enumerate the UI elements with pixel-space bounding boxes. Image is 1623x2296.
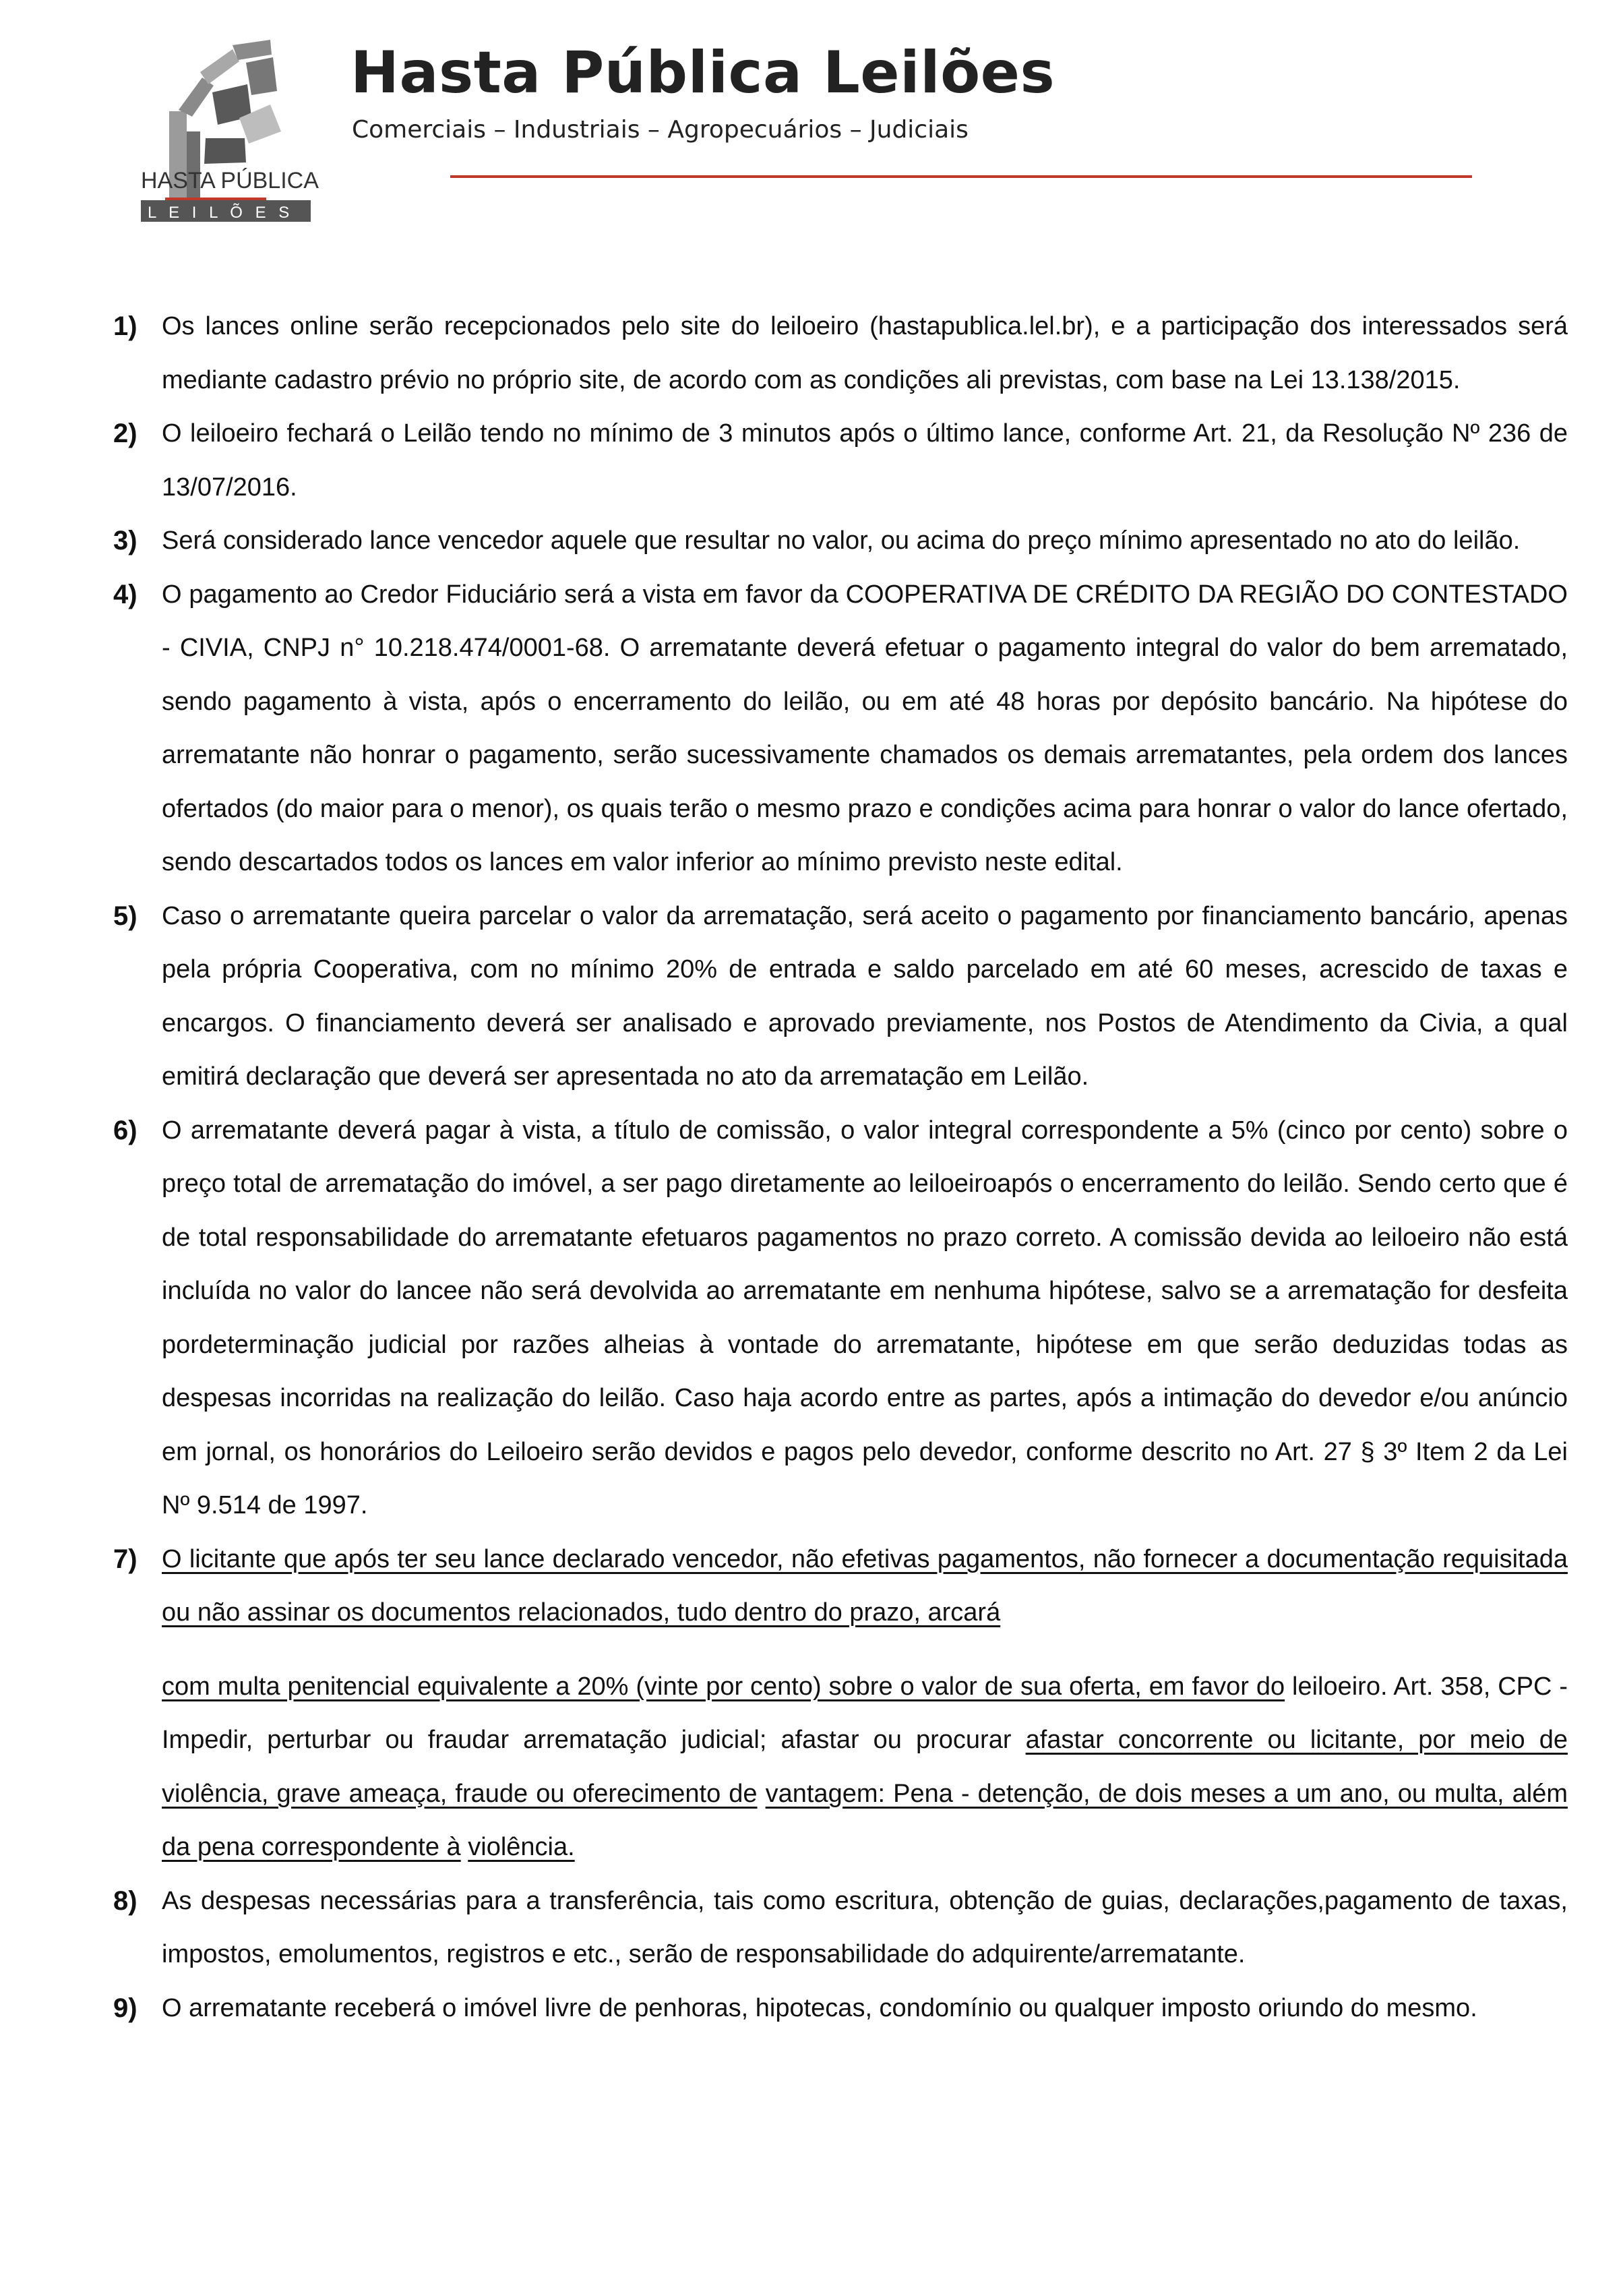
clause-text: O arrematante deverá pagar à vista, a título de comissão, o valor integral correspondente a 5% (cinco por cento) sobre o preço total de arrematação do imóvel, a ser pago diretamente ao leiloeiroapós o encerramento do leilão. Sendo certo que é de total responsabilidade do arrematante efetuaros pagamentos no prazo correto. A comissão devida ao leiloeiro não está incluída no valor do lancee não será devolvida ao arrematante em nenhuma hipótese, salvo se a arrematação for desfeita pordeterminação judicial por razões alheias à vontade do arrematante, hipótese em que serão deduzidas todas as despesas incorridas na realização do leilão. Caso haja acordo entre as partes, após a intimação do devedor e/ou anúncio em jornal, os honorários do Leiloeiro serão devidos e pagos pelo devedor, conforme descrito no Art. 27 § 3º Item 2 da Lei Nº 9.514 de 1997. bbox=[162, 1116, 1568, 1519]
hasta-publica-logo bbox=[138, 30, 327, 226]
clause-2 bbox=[113, 407, 1568, 514]
underlined-text: violência. bbox=[468, 1833, 575, 1861]
underlined-text: O licitante que após ter seu lance declarado vencedor, não efetivas pagamentos, não fornecer a documentação requisitada ou não assinar os documentos relacionados, tudo dentro do prazo, arcará bbox=[162, 1544, 1568, 1627]
header-divider bbox=[450, 175, 1472, 178]
clause-4 bbox=[113, 568, 1568, 890]
clause-text: Os lances online serão recepcionados pelo site do leiloeiro (hastapublica.lel.br), e a participação dos interessados será mediante cadastro prévio no próprio site, de acordo com as condições ali previstas, com base na Lei 13.138/2015. bbox=[162, 312, 1568, 394]
logo-text-bottom: L E I L Õ E S bbox=[148, 204, 294, 222]
plain-text bbox=[461, 1833, 468, 1861]
clause-number: 1) bbox=[113, 311, 137, 341]
clause-number: 8) bbox=[113, 1885, 137, 1916]
clause-text: O leiloeiro fechará o Leilão tendo no mínimo de 3 minutos após o último lance, conforme Art. 21, da Resolução Nº 236 de 13/07/2016. bbox=[162, 419, 1568, 502]
clause-text-part-1 bbox=[162, 1533, 1568, 1640]
clause-text: Caso o arrematante queira parcelar o valor da arrematação, será aceito o pagamento por financiamento bancário, apenas pela própria Cooperativa, com no mínimo 20% de entrada e saldo parcelado em até 60 meses, acrescido de taxas e encargos. O financiamento deverá ser analisado e aprovado previamente, nos Postos de Atendimento da Civia, a qual emitirá declaração que deverá ser apresentada no ato da arrematação em Leilão. bbox=[162, 901, 1568, 1091]
clause-number: 4) bbox=[113, 579, 137, 609]
clause-text-part-2 bbox=[162, 1660, 1568, 1875]
page-subtitle: Comerciais – Industriais – Agropecuários – Judiciais bbox=[352, 116, 969, 144]
clause-3 bbox=[113, 514, 1568, 568]
clause-text: As despesas necessárias para a transferência, tais como escritura, obtenção de guias, declarações,pagamento de taxas, impostos, emolumentos, registros e etc., serão de responsabilidade do adquirente/arrematante. bbox=[162, 1886, 1568, 1968]
clause-number: 7) bbox=[113, 1544, 137, 1574]
page-title: Hasta Pública Leilões bbox=[350, 39, 1055, 107]
clause-text: O pagamento ao Credor Fiduciário será a vista em favor da COOPERATIVA DE CRÉDITO DA REGIÃO DO CONTESTADO - CIVIA, CNPJ n° 10.218.474/0001-68. O arrematante deverá efetuar o pagamento integral do valor do bem arrematado, sendo pagamento à vista, após o encerramento do leilão, ou em até 48 horas por depósito bancário. Na hipótese do arrematante não honrar o pagamento, serão sucessivamente chamados os demais arrematantes, pela ordem dos lances ofertados (do maior para o menor), os quais terão o mesmo prazo e condições acima para honrar o valor do lance ofertado, sendo descartados todos os lances em valor inferior ao mínimo previsto neste edital. bbox=[162, 580, 1568, 876]
clause-number: 3) bbox=[113, 526, 137, 555]
clause-5 bbox=[113, 890, 1568, 1104]
clause-number: 9) bbox=[113, 1993, 137, 2023]
underlined-text: vantagem: Pena - detenção, de dois meses a um ano, ou multa, além da pena correspondente à bbox=[162, 1779, 1568, 1861]
clause-text: Será considerado lance vencedor aquele que resultar no valor, ou acima do preço mínimo apresentado no ato do leilão. bbox=[162, 526, 1521, 555]
clause-1 bbox=[113, 300, 1568, 407]
clause-8 bbox=[113, 1875, 1568, 1982]
clause-9 bbox=[113, 1982, 1568, 2036]
clause-number: 2) bbox=[113, 419, 137, 448]
underlined-text: com multa penitencial equivalente a 20% (vinte por cento) sobre o valor de sua oferta, em favor do bbox=[162, 1672, 1285, 1701]
document-body bbox=[113, 300, 1568, 2035]
paragraph-gap bbox=[162, 1640, 1568, 1660]
plain-text bbox=[758, 1780, 766, 1808]
clause-text: O arrematante receberá o imóvel livre de penhoras, hipotecas, condomínio ou qualquer imposto oriundo do mesmo. bbox=[162, 1993, 1477, 2022]
clause-number: 6) bbox=[113, 1115, 137, 1145]
plain-text: leiloeiro. Art. 358, CPC - Impedir, perturbar ou fraudar arrematação judicial; afastar ou procurar bbox=[162, 1672, 1568, 1754]
clause-6 bbox=[113, 1104, 1568, 1533]
underlined-text: afastar concorrente ou licitante, por meio de violência, grave ameaça, fraude ou oferecimento de bbox=[162, 1726, 1568, 1808]
clause-7 bbox=[113, 1533, 1568, 1875]
logo-text-top: HASTA PÚBLICA bbox=[141, 168, 319, 193]
clause-number: 5) bbox=[113, 901, 137, 931]
